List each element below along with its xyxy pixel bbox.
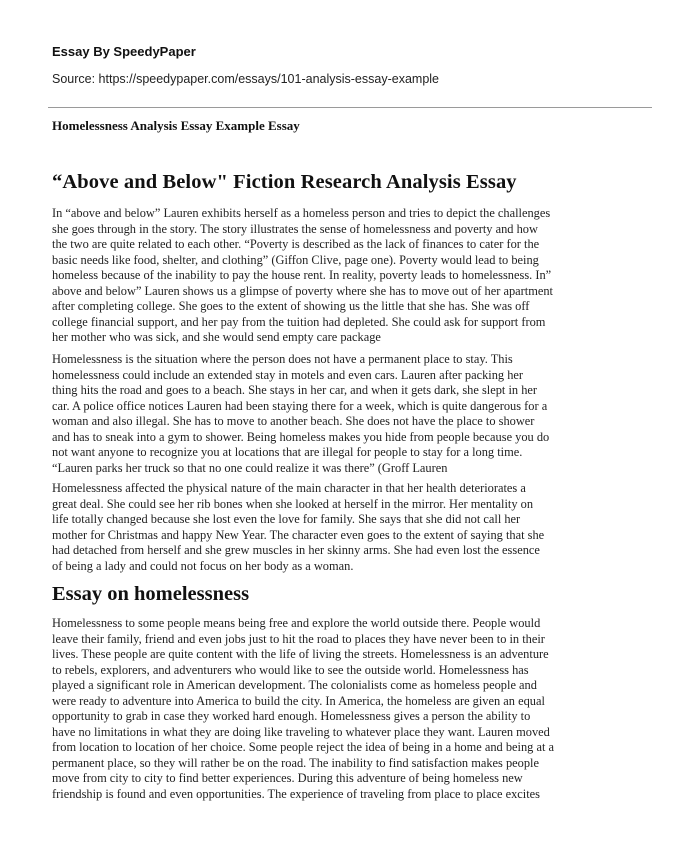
- text-line: college financial support, and her pay from the tuition had depleted. She could ask for support from: [52, 314, 546, 329]
- paragraph-3: [52, 481, 652, 574]
- text-line: homeless because of the inability to pay the house rent. In reality, poverty leads to homelessness. In”: [52, 268, 552, 282]
- essay-title: “Above and Below" Fiction Research Analysis Essay: [52, 171, 517, 193]
- source-line[interactable]: Source: https://speedypaper.com/essays/101-analysis-essay-example: [52, 72, 439, 86]
- text-line: homelessness could include an extended stay in motels and even cars. Lauren after packing her: [52, 367, 524, 382]
- text-line: she goes through in the story. The story illustrates the sense of homelessness and poverty and how: [52, 221, 538, 236]
- document-subtitle: Homelessness Analysis Essay Example Essay: [52, 118, 300, 133]
- text-line: opportunity to grab in case they worked hard enough. Homelessness gives a person the ability to: [52, 709, 531, 723]
- text-line: of being a lady and could not focus on her body as a woman.: [52, 558, 354, 573]
- text-line: move from city to city to find better experiences. During this adventure of being homeless new: [52, 771, 523, 785]
- text-line: Homelessness affected the physical nature of the main character in that her health deteriorates a: [52, 481, 526, 495]
- paragraph-4: [52, 616, 652, 802]
- section-heading: Essay on homelessness: [52, 583, 250, 605]
- text-line: above and below” Lauren shows us a glimpse of poverty where she has to move out of her apartment: [52, 283, 553, 298]
- brand-label: Essay By SpeedyPaper: [52, 44, 196, 59]
- text-line: played a significant role in American development. The colonialists come as homeless people and: [52, 678, 537, 692]
- text-line: life totally changed because she lost even the love for family. She says that she did not call her: [52, 512, 521, 526]
- text-line: woman and also illegal. She has to move to another beach. She does not have the place to shower: [52, 414, 535, 428]
- divider: [48, 107, 652, 108]
- text-line: Homelessness is the situation where the person does not have a permanent place to stay. This: [52, 352, 513, 366]
- text-line: great deal. She could see her rib bones when she looked at herself in the mirror. Her mentality on: [52, 496, 534, 511]
- text-line: her mother who was sick, and she would send empty care package: [52, 330, 381, 344]
- text-line: from location to location of her choice. Some people reject the idea of being in a home and being at a: [52, 740, 554, 754]
- text-line: “Lauren parks her truck so that no one could realize it was there” (Groff Lauren: [52, 460, 448, 475]
- text-line: basic needs like food, shelter, and clothing” (Giffon Clive, page one). Poverty would lead to being: [52, 252, 539, 267]
- text-line: Homelessness to some people means being free and explore the world outside there. People would: [52, 616, 541, 630]
- text-line: were ready to adventure into America to build the city. In America, the homeless are given an equal: [52, 693, 545, 708]
- paragraph-1: [52, 206, 652, 346]
- text-line: had detached from herself and she grew muscles in her skinny arms. She had even lost the essence: [52, 543, 540, 557]
- text-line: friendship is found and even opportunities. The experience of traveling from place to place excites: [52, 786, 540, 801]
- text-line: not want anyone to recognize you at locations that are illegal for people to stay for a long time.: [52, 445, 523, 459]
- text-line: and has to sneak into a gym to shower. Being homeless makes you hide from people because you do: [52, 429, 550, 444]
- text-line: the two are quite related to each other. “Poverty is described as the lack of finances to cater for the: [52, 237, 540, 251]
- text-line: In “above and below” Lauren exhibits herself as a homeless person and tries to depict the challenges: [52, 206, 551, 220]
- text-line: have no limitations in what they are doing like traveling to whatever place they want. Lauren moved: [52, 724, 550, 739]
- text-line: car. A police office notices Lauren had been staying there for a week, which is quite dangerous for a: [52, 398, 548, 413]
- text-line: permanent place, so they will rather be on the road. The inability to find satisfaction makes people: [52, 755, 539, 770]
- text-line: after completing college. She goes to the extent of showing us the little that she has. She was off: [52, 299, 530, 313]
- text-line: lives. These people are quite content with the life of living the streets. Homelessness is an adventure: [52, 647, 549, 661]
- text-line: leave their family, friend and even jobs just to hit the road to places they have never been to in their: [52, 631, 545, 646]
- text-line: mother for Christmas and happy New Year. The character even goes to the extent of saying that she: [52, 527, 545, 542]
- text-line: to rebels, explorers, and adventurers who would like to see the outside world. Homelessness has: [52, 662, 529, 677]
- paragraph-2: [52, 352, 652, 476]
- text-line: thing hits the road and goes to a beach. She stays in her car, and when it gets dark, she slept in her: [52, 383, 538, 397]
